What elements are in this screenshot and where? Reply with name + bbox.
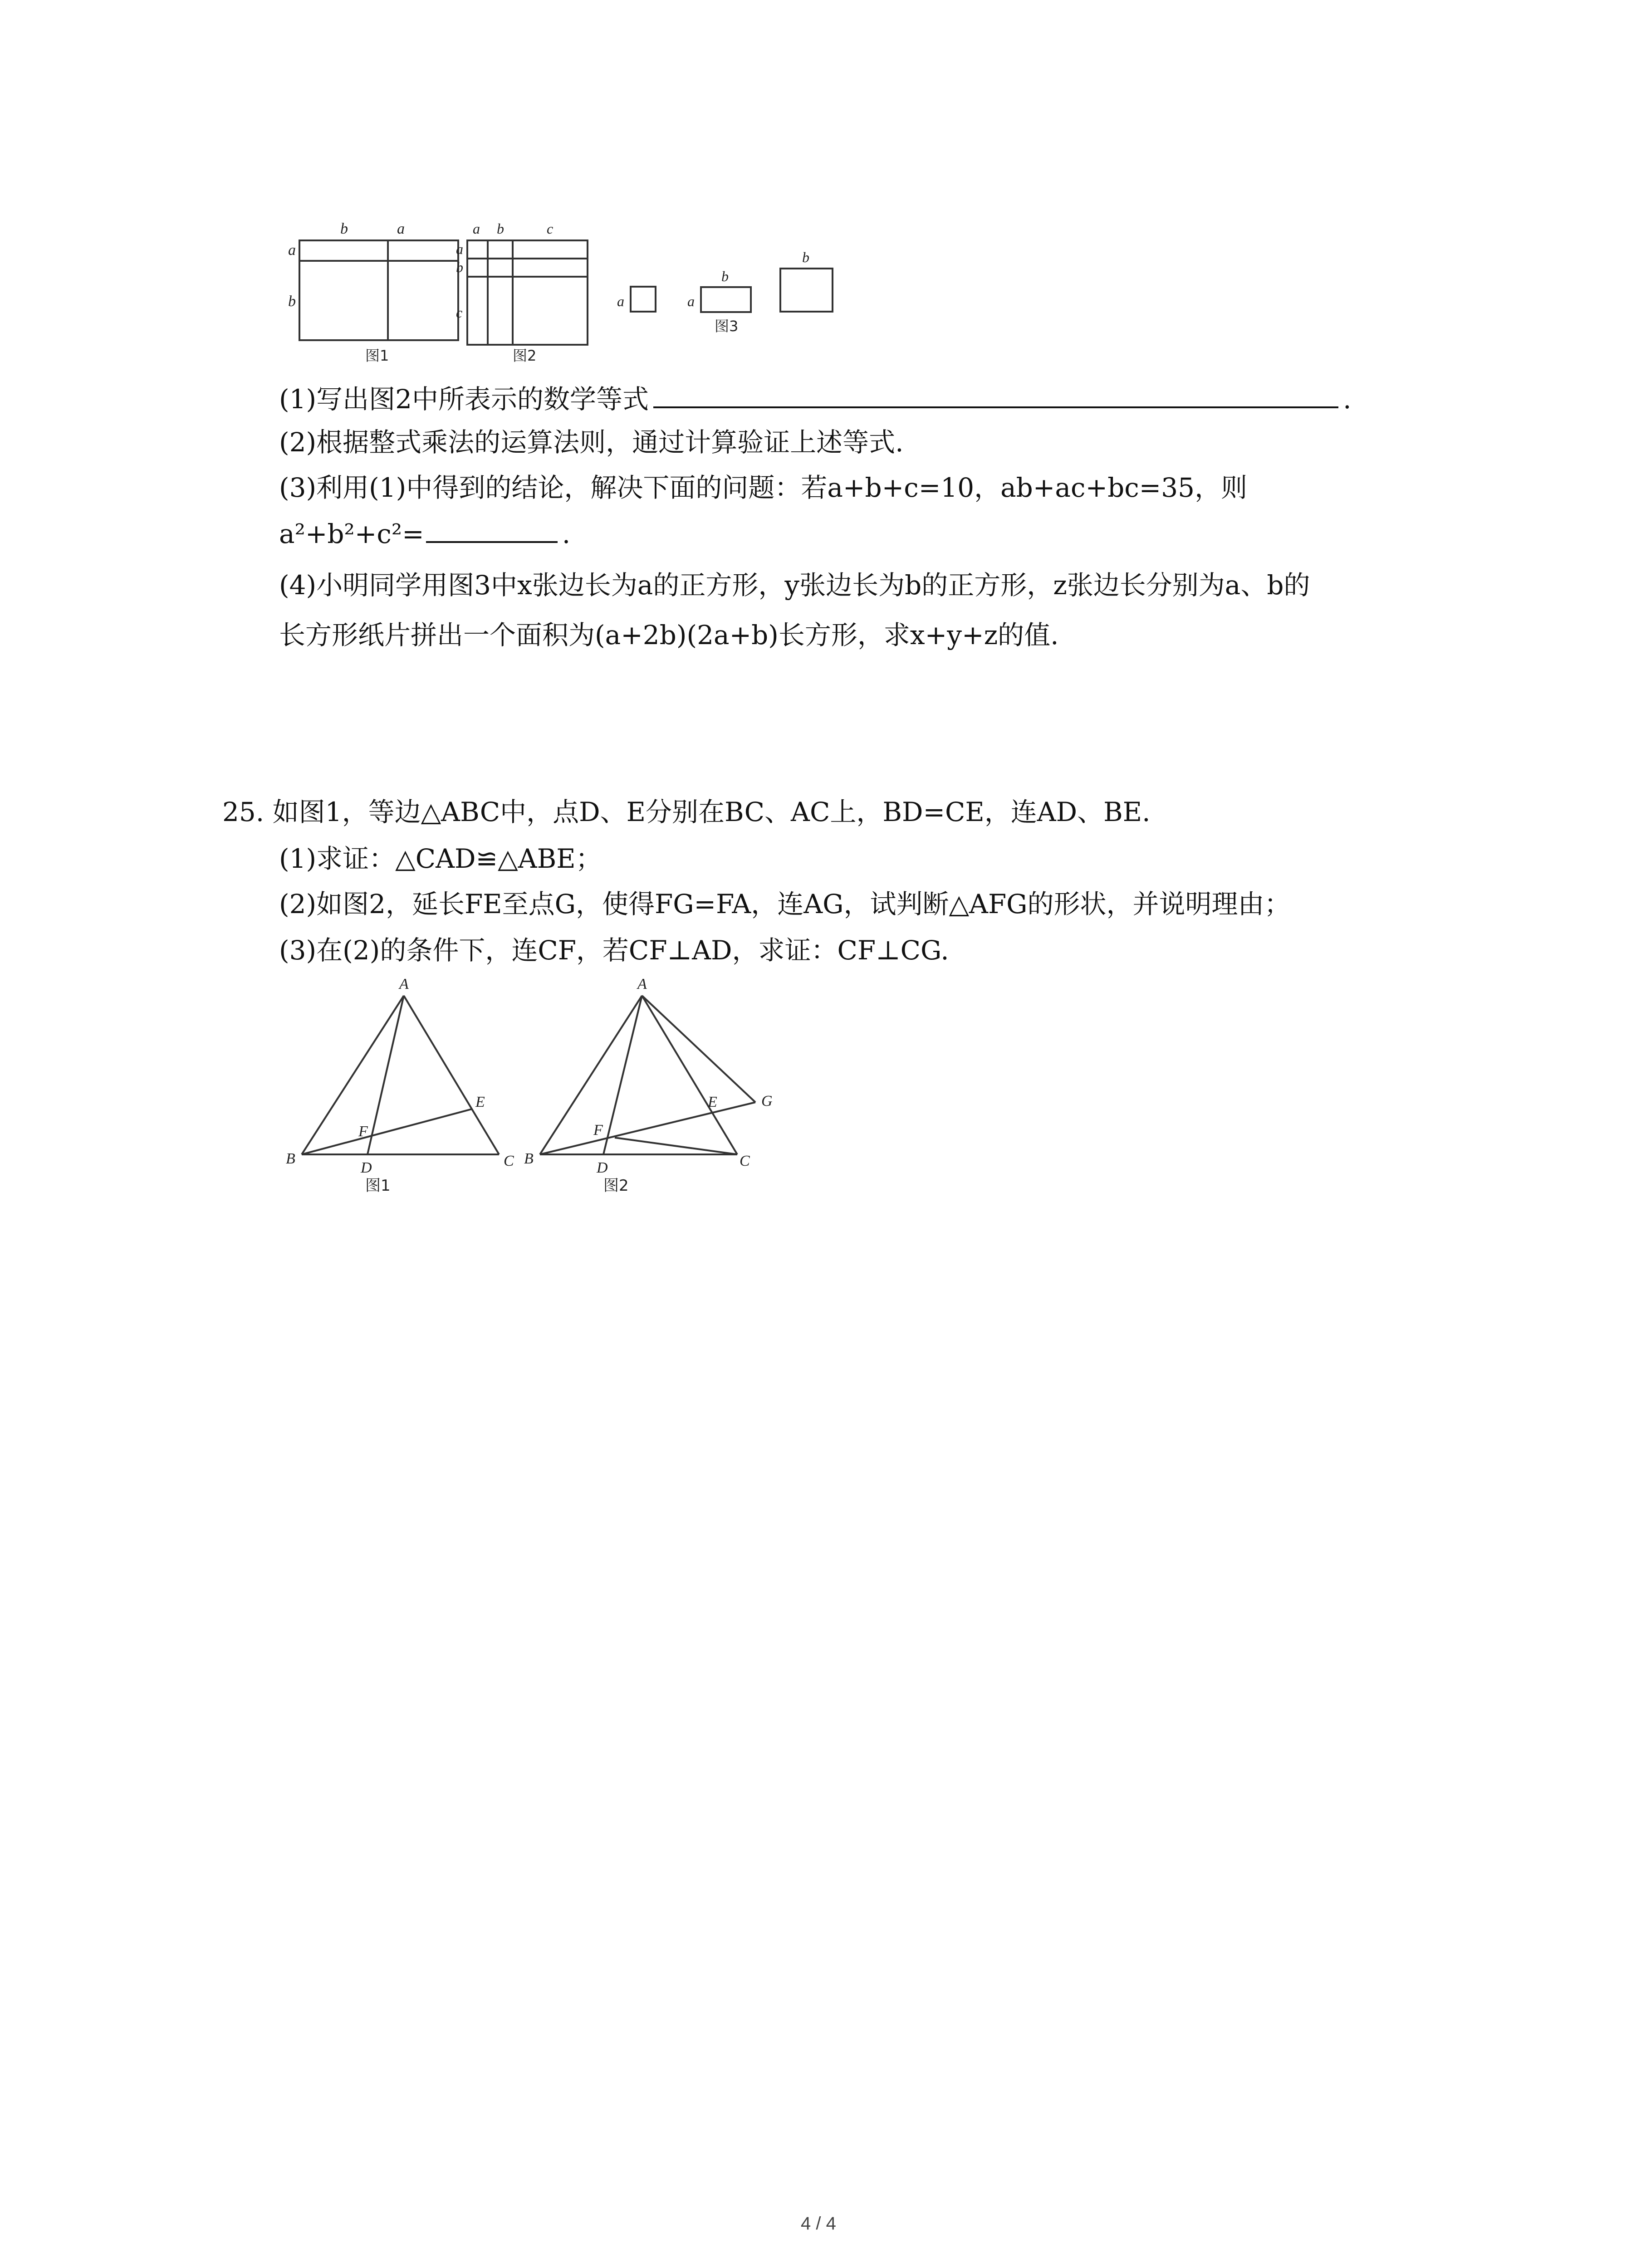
fig2-label-A: A: [637, 976, 647, 992]
fig2-segment-bg: [540, 1102, 755, 1154]
fig2-label-top-b: b: [497, 220, 504, 237]
fig1-side-ac: [404, 996, 499, 1154]
q24-part1: [279, 380, 1352, 417]
fig3-caption: 图3: [715, 318, 739, 335]
fig2-label-D: D: [597, 1159, 608, 1176]
fig1-label-B: B: [286, 1150, 295, 1167]
fig2-caption: 图2: [603, 1177, 629, 1195]
q24-figures: [272, 213, 862, 376]
fig1-caption: 图1: [365, 347, 389, 364]
fig1-label-F: F: [358, 1123, 368, 1140]
fig1-segment-ad: [367, 996, 404, 1154]
q24-part3-end: .: [562, 518, 571, 549]
q24-part1-blank: [653, 380, 1338, 408]
fig2-label-left-a: a: [456, 241, 463, 257]
fig1-label-C: C: [504, 1153, 514, 1169]
fig1-label-E: E: [475, 1094, 485, 1110]
q25-part3: (3)在(2)的条件下，连CF，若CF⊥AD，求证：CF⊥CG.: [279, 935, 949, 966]
fig3-square-b: [780, 269, 833, 312]
fig1-outer-rect: [299, 240, 458, 340]
fig2-label-E: E: [708, 1094, 717, 1110]
fig1-label-left-a: a: [288, 242, 296, 259]
page-number: 4 / 4: [801, 2214, 836, 2234]
q24-part3-expr: a²+b²+c²=: [279, 518, 424, 549]
q25-part2: (2)如图2，延长FE至点G，使得FG=FA，连AG，试判断△AFG的形状，并说明理由；: [279, 889, 1291, 919]
q24-part2: (2)根据整式乘法的运算法则，通过计算验证上述等式.: [279, 427, 904, 458]
fig1-label-D: D: [361, 1159, 372, 1176]
fig1-label-A: A: [399, 976, 409, 992]
q24-part3-line2: [279, 515, 570, 552]
fig1-label-left-b: b: [288, 293, 296, 310]
fig3-rect-ab: [701, 287, 751, 312]
fig1-label-top-b: b: [340, 220, 348, 237]
fig2-caption: 图2: [513, 347, 537, 364]
fig2-label-left-b: b: [456, 259, 463, 275]
fig1-caption: 图1: [365, 1177, 391, 1195]
fig3-label-square-a: a: [617, 293, 624, 309]
fig2-side-ac: [642, 996, 737, 1154]
fig2-label-left-c: c: [456, 304, 463, 321]
fig2-label-C: C: [740, 1153, 750, 1169]
fig2-segment-ag: [642, 996, 755, 1102]
fig2-label-G: G: [761, 1093, 773, 1110]
q24-part4-line2: 长方形纸片拼出一个面积为(a+2b)(2a+b)长方形，求x+y+z的值.: [279, 620, 1059, 650]
q25-figures: [272, 971, 817, 1207]
q24-part1-end: .: [1343, 384, 1352, 415]
fig3-label-square-b: b: [802, 249, 809, 265]
fig2-label-B: B: [524, 1150, 534, 1167]
q24-part1-text: (1)写出图2中所表示的数学等式: [279, 384, 649, 415]
q25-stem: 25. 如图1，等边△ABC中，点D、E分别在BC、AC上，BD=CE，连AD、BE.: [222, 797, 1151, 827]
fig2-side-ab: [540, 996, 642, 1154]
fig3-label-rect-b: b: [721, 268, 729, 284]
q24-part4-line1: (4)小明同学用图3中x张边长为a的正方形，y张边长为b的正方形，z张边长分别为a、b的: [279, 570, 1310, 601]
q24-part3-line1: (3)利用(1)中得到的结论，解决下面的问题：若a+b+c=10，ab+ac+bc=35，则: [279, 472, 1248, 503]
fig1-label-top-a: a: [397, 220, 405, 237]
fig3-label-rect-a: a: [687, 293, 695, 309]
q25-part1: (1)求证：△CAD≌△ABE；: [279, 843, 602, 874]
q24-part3-blank: [426, 515, 558, 543]
fig2-label-F: F: [593, 1122, 603, 1139]
fig2-segment-fc: [615, 1138, 737, 1154]
fig3-square-a: [631, 287, 656, 312]
fig2-label-top-c: c: [547, 220, 554, 237]
fig2-outer-rect: [467, 240, 588, 345]
fig2-label-top-a: a: [473, 220, 480, 237]
